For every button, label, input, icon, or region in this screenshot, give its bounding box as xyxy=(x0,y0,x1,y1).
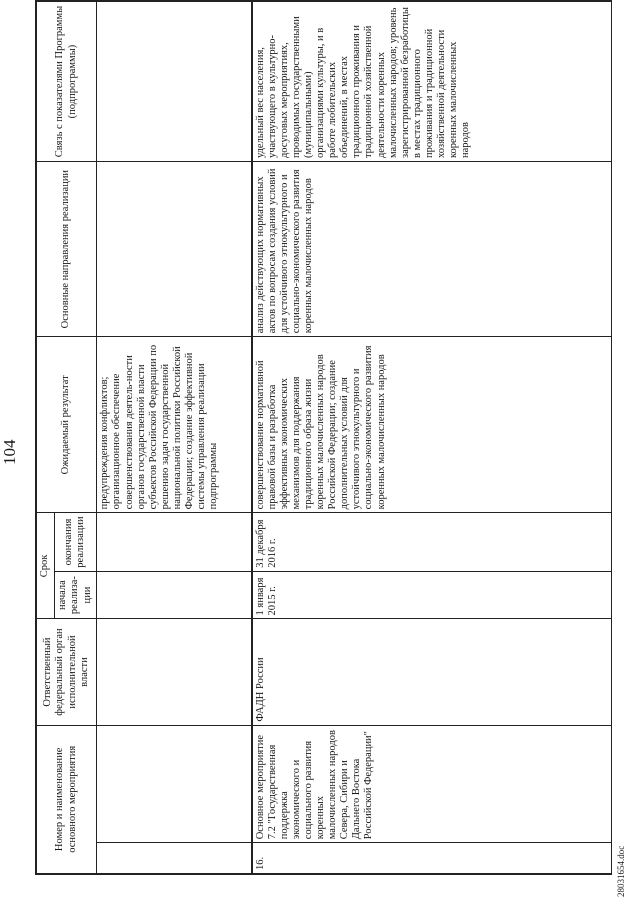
cell-main-directions: анализ действующих нормативных актов по вопросам создания условий для устойчивого этнокультурного и социально-экономического развития коренных малочисленных народов xyxy=(252,162,612,337)
cell-empty xyxy=(97,725,252,843)
table-row-continuation xyxy=(97,1,252,874)
header-term: Срок xyxy=(36,513,54,619)
header-indicators-link: Связь с показателями Программы (подпрограммы) xyxy=(36,1,97,162)
cell-expected-result-continued: предупреждения конфликтов; организационное обеспечение совершенствования деятель-ности органов государственной власти субъектов Российской Федерации по решению задач государственной национальной политики Российской Федерации; создание эффективной системы управления реализации подпрограммы xyxy=(97,337,252,513)
cell-end-date: 31 декабря 2016 г. xyxy=(252,513,612,571)
header-main-directions: Основные направления реализации xyxy=(36,162,97,337)
cell-start-date: 1 января 2015 г. xyxy=(252,571,612,619)
cell-responsible: ФАДН России xyxy=(252,619,612,725)
cell-indicators-link: удельный вес населения, участвующего в культурно-досуговых мероприятиях, проводимых государственными (муниципальными) организациями культуры, и в работе любительских объединений, в местах традиционного проживания и традиционной хозяйственной деятельности коренных малочисленных народов; уровень зарегистрированной безработицы в местах традиционного проживания и традиционной хозяйственной деятельности коренных малочисленных народов xyxy=(252,1,612,162)
cell-empty xyxy=(97,843,252,874)
table-row-16 xyxy=(252,1,612,874)
cell-row-number: 16. xyxy=(252,843,612,874)
cell-empty xyxy=(97,513,252,571)
cell-empty xyxy=(97,571,252,619)
header-number-name: Номер и наименование основного мероприятия xyxy=(36,725,97,874)
measures-table xyxy=(35,0,612,875)
cell-empty xyxy=(97,162,252,337)
cell-expected-result: совершенствование нормативной правовой базы и разработка эффективных экономических механизмов для поддержания традиционного образа жизни коренных малочисленных народов Российской Федерации; создание дополнительных условий для устойчивого этнокультурного и социально-экономического развития коренных малочисленных народов xyxy=(252,337,612,513)
cell-empty xyxy=(97,619,252,725)
header-expected-result: Ожидаемый результат xyxy=(36,337,97,513)
cell-empty xyxy=(97,1,252,162)
header-term-end: окончания реализации xyxy=(54,513,97,571)
cell-measure-name: Основное мероприятие 7.2 "Государственная поддержка экономического и социального развития коренных малочисленных народов Севера, Сибири и Дальнего Востока Российской Федерации" xyxy=(252,725,612,843)
header-responsible: Ответственный федеральный орган исполнительной власти xyxy=(36,619,97,725)
page-number: 104 xyxy=(0,439,19,465)
header-term-start: начала реализа-ции xyxy=(54,571,97,619)
footer-filename: 28031654.doc xyxy=(616,845,626,897)
